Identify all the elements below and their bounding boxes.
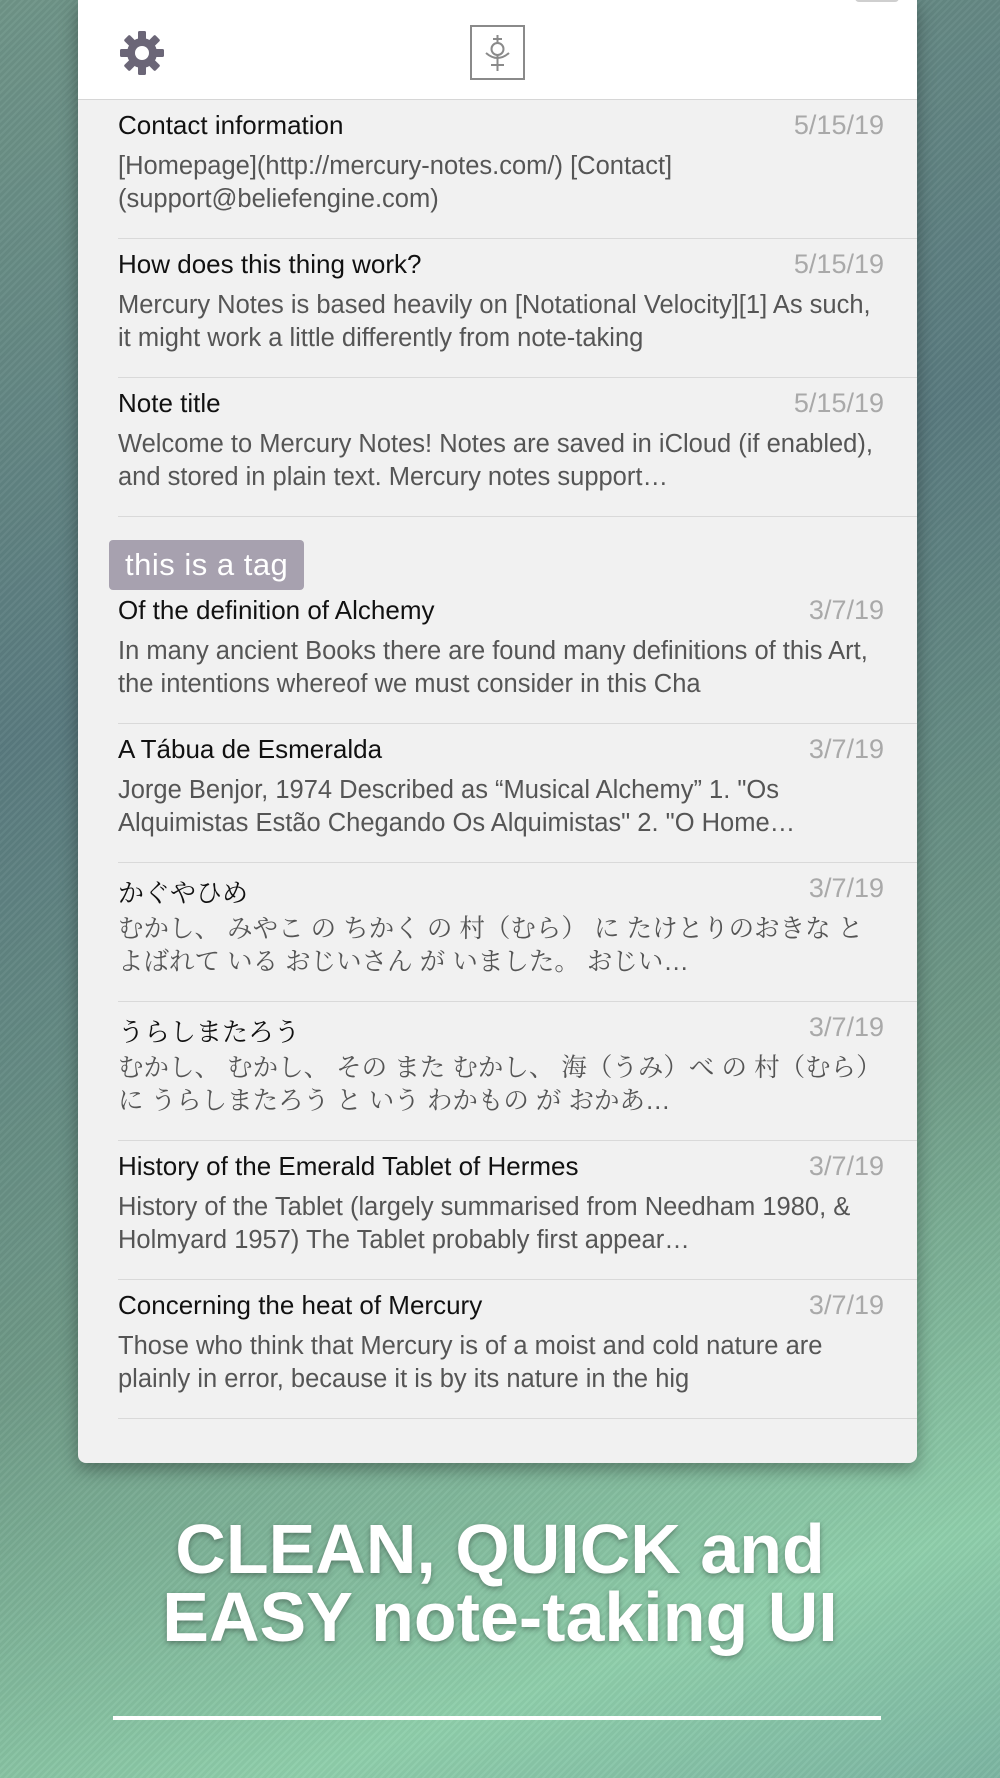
note-preview: Jorge Benjor, 1974 Described as “Musical Alchemy” 1. "Os Alquimistas Estão Chegando Os Alquimistas" 2. "O Home… [118, 776, 796, 837]
top-toolbar [78, 0, 917, 100]
note-preview: In many ancient Books there are found many definitions of this Art, the intentions whereof we must consider in this Cha [118, 637, 868, 698]
note-preview: Mercury Notes is based heavily on [Notational Velocity][1] As such, it might work a little differently from note-taking [118, 291, 871, 352]
note-list-item[interactable] [118, 724, 917, 863]
note-list-item[interactable] [118, 1280, 917, 1419]
note-list-item[interactable] [118, 1002, 917, 1141]
note-list-item[interactable] [118, 378, 917, 517]
note-date: 3/7/19 [808, 1290, 884, 1320]
logo-button[interactable] [470, 25, 525, 80]
notes-list [78, 100, 917, 1419]
note-list-item[interactable] [118, 1141, 917, 1280]
note-list-item[interactable] [118, 239, 917, 378]
tag-row [78, 517, 917, 585]
note-date: 5/15/19 [793, 249, 884, 279]
note-date: 3/7/19 [808, 1012, 884, 1042]
note-title: Of the definition of Alchemy [118, 595, 435, 625]
note-title: Contact information [118, 110, 344, 140]
note-date: 5/15/19 [793, 110, 884, 140]
promo-headline [0, 1510, 1000, 1656]
note-title: うらしまたろう [118, 1017, 301, 1047]
note-title: Note title [118, 388, 221, 418]
tag-chip[interactable]: this is a tag [109, 540, 304, 590]
note-title: History of the Emerald Tablet of Hermes [118, 1151, 579, 1181]
settings-button[interactable] [118, 29, 166, 77]
note-preview: Welcome to Mercury Notes! Notes are saved in iCloud (if enabled), and stored in plain text. Mercury notes support… [118, 430, 873, 491]
note-preview: Those who think that Mercury is of a moist and cold nature are plainly in error, because it is by its nature in the hig [118, 1332, 823, 1393]
note-date: 3/7/19 [808, 595, 884, 625]
note-preview: むかし、 みやこ の ちかく の 村（むら） に たけとりのおきな と よばれて いる おじいさん が いました。 おじい… [118, 915, 864, 976]
gear-icon [118, 29, 166, 77]
note-date: 3/7/19 [808, 1151, 884, 1181]
promo-line-1: CLEAN, QUICK and [175, 1510, 825, 1588]
notes-app-window [78, 0, 917, 1463]
note-title: A Tábua de Esmeralda [118, 734, 383, 764]
note-date: 5/15/19 [793, 388, 884, 418]
note-preview: むかし、 むかし、 その また むかし、 海（うみ）べ の 村（むら） に うらしまたろう と いう わかもの が おかあ… [118, 1054, 882, 1115]
corner-handle [855, 0, 899, 2]
note-date: 3/7/19 [808, 873, 884, 903]
note-list-item[interactable] [118, 100, 917, 239]
note-title: How does this thing work? [118, 249, 422, 279]
note-preview: [Homepage](http://mercury-notes.com/) [Contact](support@beliefengine.com) [118, 152, 673, 213]
note-title: かぐやひめ [118, 878, 249, 908]
mercury-symbol-icon [472, 27, 523, 78]
note-title: Concerning the heat of Mercury [118, 1290, 483, 1320]
note-list-item[interactable] [118, 585, 917, 724]
note-date: 3/7/19 [808, 734, 884, 764]
note-list-item[interactable] [118, 863, 917, 1002]
note-preview: History of the Tablet (largely summarised from Needham 1980, & Holmyard 1957) The Tablet probably first appear… [118, 1193, 851, 1254]
divider-line [113, 1716, 881, 1720]
promo-line-2: EASY note-taking UI [162, 1578, 838, 1656]
